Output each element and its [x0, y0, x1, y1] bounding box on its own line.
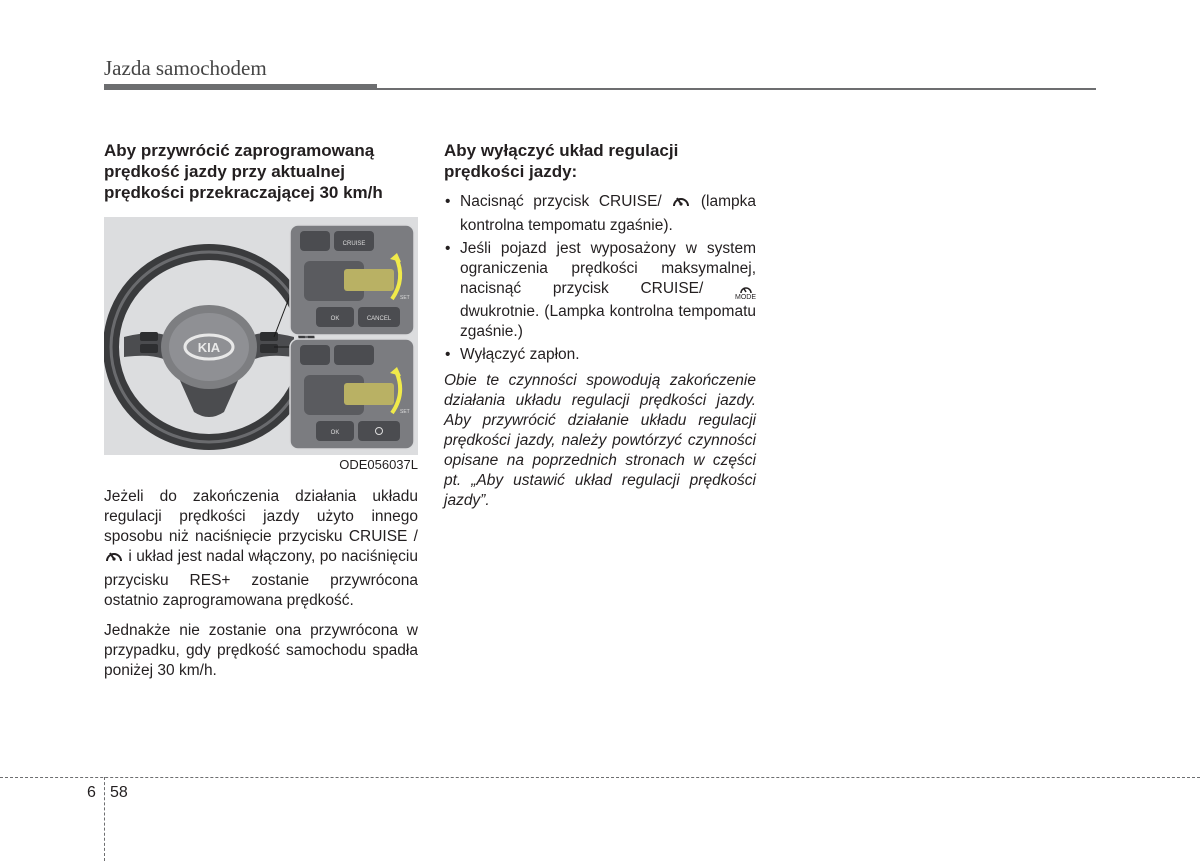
left-column	[104, 140, 418, 691]
cruise-speedometer-icon	[671, 192, 691, 216]
left-paragraph-1	[104, 487, 418, 611]
section-title: Jazda samochodem	[104, 56, 267, 80]
kia-logo-text: KIA	[197, 340, 221, 355]
page-number: 58	[110, 784, 128, 801]
fig-ok-label-bottom: OK	[330, 430, 340, 436]
header-rule-thin	[377, 88, 1096, 90]
figure-caption: ODE056037L	[339, 457, 418, 472]
bullet-2-start: Jeśli pojazd jest wyposażony w system ograniczenia prędkości maksymalnej, nacisnąć przycisk CRUISE/	[460, 240, 756, 297]
left-paragraph-1-end: i układ jest nadal włączony, po naciśnięciu przycisku RES+ zostanie przywrócona ostatnio zaprogramowana prędkość.	[104, 548, 418, 609]
steering-wheel-figure	[104, 217, 418, 455]
fig-ok-label-top: OK	[330, 316, 340, 322]
fig-set-label-top: SET	[400, 295, 410, 301]
bullet-1-end: (lampka kontrolna tempomatu zgaśnie).	[460, 193, 756, 234]
bullet-item-2	[444, 239, 756, 342]
steering-wheel-illustration	[104, 217, 418, 455]
bullet-1-start: Nacisnąć przycisk CRUISE/	[460, 193, 662, 210]
section-number: 6	[87, 784, 96, 801]
cruise-speedometer-icon	[104, 547, 124, 571]
bullet-item-3: • Wyłączyć zapłon.	[444, 345, 756, 365]
fig-set-label-bottom: SET	[400, 409, 410, 415]
left-paragraph-1-start: Jeżeli do zakończenia działania układu regulacji prędkości jazdy użyto innego sposobu niż naciśnięcie przycisku CRUISE /	[104, 488, 418, 545]
left-paragraph-2: Jednakże nie zostanie ona przywrócona w przypadku, gdy prędkość samochodu spadła poniżej 30 km/h.	[104, 622, 418, 679]
fig-cruise-label: CRUISE	[342, 241, 366, 247]
footer-rule-vertical	[104, 777, 105, 861]
fig-cancel-label: CANCEL	[366, 316, 392, 322]
bullet-2-end: dwukrotnie. (Lampka kontrolna tempomatu zgaśnie.)	[460, 303, 756, 340]
header-rule-thick	[104, 84, 377, 90]
left-heading: Aby przywrócić zaprogramowaną prędkość jazdy przy aktualnej prędkości przekraczającej 30 km/h	[104, 141, 383, 202]
cruise-mode-icon	[735, 284, 756, 302]
right-column	[444, 140, 756, 511]
mode-label: MODE	[735, 294, 756, 301]
bullet-item-1	[444, 192, 756, 236]
footer-rule-horizontal	[0, 777, 1200, 778]
bullet-list	[444, 192, 756, 365]
note-paragraph: Obie te czynności spowodują zakończenie działania układu regulacji prędkości jazdy. Aby przywrócić działanie układu regulacji prędkości jazdy, należy powtórzyć czynności opisane na poprzednich stronach w części pt. „Aby ustawić układ regulacji prędkości jazdy”.	[444, 372, 756, 509]
right-heading: Aby wyłączyć układ regulacji prędkości jazdy:	[444, 141, 679, 181]
